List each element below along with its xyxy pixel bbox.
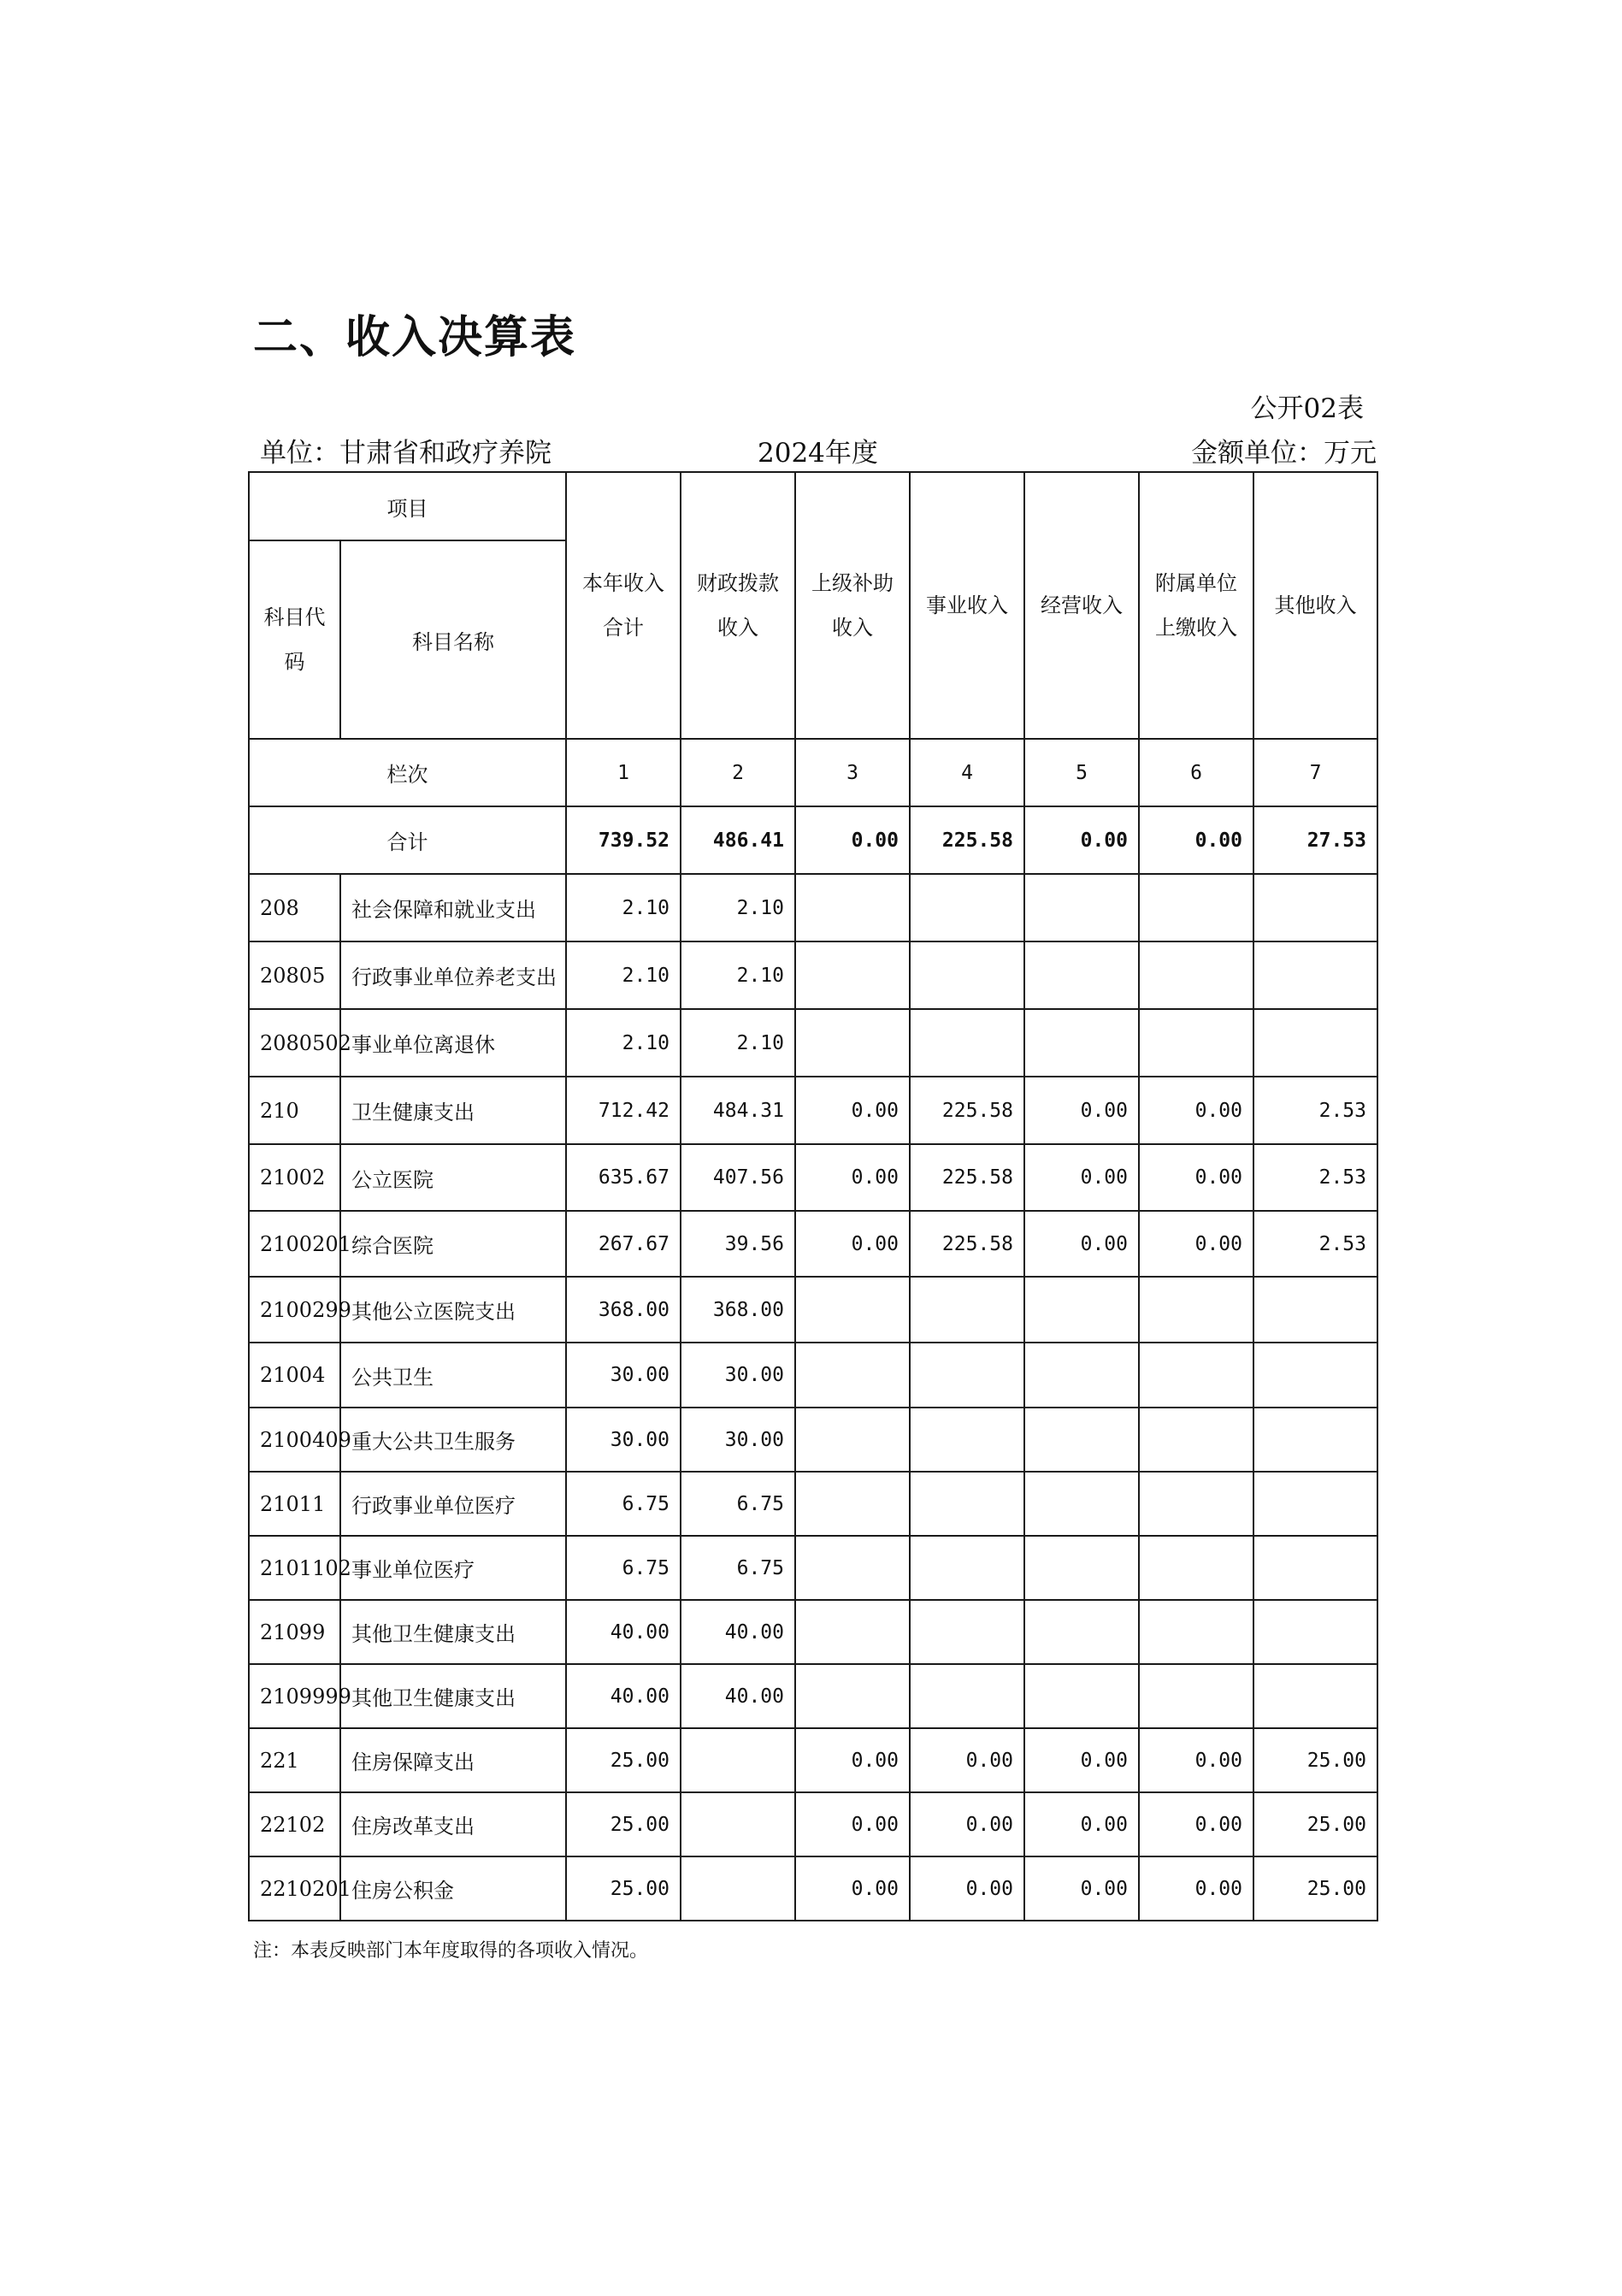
amount-cell: 40.00 [681,1600,795,1664]
header-code: 科目代码 [249,540,340,739]
amount-cell: 25.00 [566,1728,681,1792]
amount-cell [1024,1472,1139,1536]
amount-cell [1139,1277,1253,1343]
header-col-5: 经营收入 [1024,472,1139,739]
amount-cell [681,1792,795,1856]
amount-cell [910,1009,1024,1077]
amount-cell [1139,1343,1253,1408]
header-col-6: 附属单位上缴收入 [1139,472,1253,739]
subject-code: 2100299 [249,1277,340,1343]
header-project: 项目 [249,472,566,540]
amount-cell: 0.00 [795,1144,910,1211]
amount-cell [910,1277,1024,1343]
amount-cell [1024,874,1139,941]
amount-cell [1253,941,1377,1009]
column-index-label: 栏次 [249,739,566,806]
subject-name: 住房改革支出 [340,1792,566,1856]
amount-cell: 225.58 [910,1211,1024,1277]
amount-cell: 368.00 [681,1277,795,1343]
amount-cell [1024,1009,1139,1077]
amount-cell [1024,1343,1139,1408]
amount-cell: 25.00 [566,1856,681,1921]
amount-cell [795,1277,910,1343]
table-row [249,1343,1377,1408]
amount-cell: 2.10 [681,874,795,941]
subject-name: 卫生健康支出 [340,1077,566,1144]
total-value: 0.00 [1139,806,1253,874]
total-value: 486.41 [681,806,795,874]
column-index-row [249,739,1377,806]
column-index-7: 7 [1253,739,1377,806]
amount-cell [1253,1277,1377,1343]
header-col-2: 财政拨款收入 [681,472,795,739]
amount-cell: 0.00 [1024,1792,1139,1856]
amount-cell: 0.00 [910,1856,1024,1921]
subject-code: 21011 [249,1472,340,1536]
table-row [249,1600,1377,1664]
amount-cell: 0.00 [795,1856,910,1921]
amount-cell: 40.00 [681,1664,795,1728]
amount-cell [1253,1009,1377,1077]
total-value: 27.53 [1253,806,1377,874]
header-name: 科目名称 [340,540,566,739]
amount-cell [910,1343,1024,1408]
amount-cell [910,941,1024,1009]
amount-cell: 30.00 [681,1408,795,1472]
subject-code: 2100201 [249,1211,340,1277]
amount-cell [1253,1600,1377,1664]
amount-cell [795,941,910,1009]
amount-cell [1024,941,1139,1009]
subject-name: 综合医院 [340,1211,566,1277]
amount-cell: 6.75 [681,1536,795,1600]
amount-cell: 2.10 [681,941,795,1009]
table-row [249,1144,1377,1211]
amount-cell: 0.00 [795,1792,910,1856]
amount-cell: 25.00 [1253,1728,1377,1792]
table-row [249,1277,1377,1343]
subject-name: 行政事业单位医疗 [340,1472,566,1536]
amount-cell [910,1600,1024,1664]
table-row [249,1009,1377,1077]
amount-cell: 484.31 [681,1077,795,1144]
amount-cell: 2.10 [681,1009,795,1077]
amount-cell: 0.00 [1139,1856,1253,1921]
amount-cell: 2.10 [566,1009,681,1077]
column-index-2: 2 [681,739,795,806]
amount-cell: 267.67 [566,1211,681,1277]
fiscal-year: 2024年度 [758,438,878,469]
table-row [249,1792,1377,1856]
table-row [249,1856,1377,1921]
amount-cell [1139,1600,1253,1664]
amount-cell: 0.00 [795,1728,910,1792]
subject-code: 21002 [249,1144,340,1211]
form-code: 公开02表 [1250,393,1364,424]
subject-name: 事业单位离退休 [340,1009,566,1077]
header-row-top [249,472,1377,540]
page-title: 二、收入决算表 [253,312,577,363]
amount-cell: 225.58 [910,1144,1024,1211]
amount-cell: 0.00 [910,1728,1024,1792]
column-index-1: 1 [566,739,681,806]
subject-name: 其他公立医院支出 [340,1277,566,1343]
amount-cell: 2.53 [1253,1077,1377,1144]
amount-cell [1253,1343,1377,1408]
amount-cell: 0.00 [1024,1728,1139,1792]
amount-cell: 225.58 [910,1077,1024,1144]
amount-cell: 635.67 [566,1144,681,1211]
reporting-unit: 单位：甘肃省和政疗养院 [260,438,551,469]
amount-cell: 40.00 [566,1600,681,1664]
table-row [249,1211,1377,1277]
amount-cell [1139,874,1253,941]
column-index-5: 5 [1024,739,1139,806]
total-label: 合计 [249,806,566,874]
column-index-3: 3 [795,739,910,806]
amount-unit: 金额单位：万元 [1191,438,1377,469]
amount-cell: 0.00 [1024,1144,1139,1211]
amount-cell: 25.00 [566,1792,681,1856]
total-row [249,806,1377,874]
amount-cell: 712.42 [566,1077,681,1144]
amount-cell: 0.00 [1024,1856,1139,1921]
amount-cell [1139,1408,1253,1472]
amount-cell: 40.00 [566,1664,681,1728]
amount-cell: 0.00 [1024,1077,1139,1144]
subject-code: 2210201 [249,1856,340,1921]
amount-cell: 2.53 [1253,1144,1377,1211]
amount-cell: 30.00 [566,1343,681,1408]
amount-cell: 39.56 [681,1211,795,1277]
subject-name: 住房保障支出 [340,1728,566,1792]
table-row [249,1728,1377,1792]
meta-row [260,431,1377,469]
subject-name: 公共卫生 [340,1343,566,1408]
amount-cell [910,874,1024,941]
total-value: 0.00 [1024,806,1139,874]
amount-cell: 30.00 [566,1408,681,1472]
amount-cell [681,1856,795,1921]
amount-cell [795,1343,910,1408]
amount-cell: 6.75 [681,1472,795,1536]
amount-cell [1253,1536,1377,1600]
amount-cell [1024,1536,1139,1600]
amount-cell [795,1600,910,1664]
amount-cell [795,1408,910,1472]
table-row [249,1664,1377,1728]
amount-cell [910,1472,1024,1536]
amount-cell: 0.00 [1024,1211,1139,1277]
amount-cell: 368.00 [566,1277,681,1343]
amount-cell: 2.10 [566,874,681,941]
subject-code: 2100409 [249,1408,340,1472]
header-col-7: 其他收入 [1253,472,1377,739]
subject-name: 事业单位医疗 [340,1536,566,1600]
amount-cell [1253,1472,1377,1536]
amount-cell [910,1664,1024,1728]
amount-cell [1024,1600,1139,1664]
amount-cell [1253,1408,1377,1472]
table-row [249,874,1377,941]
table-note: 注：本表反映部门本年度取得的各项收入情况。 [253,1940,649,1962]
amount-cell [1024,1408,1139,1472]
subject-code: 22102 [249,1792,340,1856]
amount-cell: 407.56 [681,1144,795,1211]
amount-cell [1024,1664,1139,1728]
table-row [249,1077,1377,1144]
amount-cell [1253,1664,1377,1728]
amount-cell: 2.10 [566,941,681,1009]
amount-cell [910,1536,1024,1600]
amount-cell [1139,941,1253,1009]
amount-cell: 6.75 [566,1536,681,1600]
total-value: 0.00 [795,806,910,874]
subject-code: 2101102 [249,1536,340,1600]
subject-code: 208 [249,874,340,941]
subject-name: 公立医院 [340,1144,566,1211]
amount-cell [795,1664,910,1728]
table-row [249,1472,1377,1536]
amount-cell: 0.00 [1139,1144,1253,1211]
amount-cell: 0.00 [1139,1792,1253,1856]
amount-cell [1139,1536,1253,1600]
header-col-1: 本年收入合计 [566,472,681,739]
subject-name: 住房公积金 [340,1856,566,1921]
column-index-6: 6 [1139,739,1253,806]
amount-cell: 25.00 [1253,1856,1377,1921]
table-row [249,941,1377,1009]
amount-cell [910,1408,1024,1472]
subject-code: 210 [249,1077,340,1144]
subject-name: 其他卫生健康支出 [340,1600,566,1664]
table-row [249,1408,1377,1472]
amount-cell: 30.00 [681,1343,795,1408]
amount-cell: 0.00 [910,1792,1024,1856]
amount-cell [1139,1009,1253,1077]
subject-name: 行政事业单位养老支出 [340,941,566,1009]
subject-code: 221 [249,1728,340,1792]
amount-cell [795,1536,910,1600]
table-row [249,1536,1377,1600]
total-value: 225.58 [910,806,1024,874]
amount-cell: 0.00 [795,1211,910,1277]
subject-code: 20805 [249,941,340,1009]
amount-cell: 0.00 [795,1077,910,1144]
income-table [248,471,1378,1921]
amount-cell [1253,874,1377,941]
amount-cell [1139,1472,1253,1536]
header-col-3: 上级补助收入 [795,472,910,739]
amount-cell: 25.00 [1253,1792,1377,1856]
subject-code: 2109999 [249,1664,340,1728]
header-col-4: 事业收入 [910,472,1024,739]
amount-cell: 6.75 [566,1472,681,1536]
column-index-4: 4 [910,739,1024,806]
total-value: 739.52 [566,806,681,874]
amount-cell [1139,1664,1253,1728]
amount-cell: 0.00 [1139,1728,1253,1792]
amount-cell: 0.00 [1139,1077,1253,1144]
subject-code: 2080502 [249,1009,340,1077]
amount-cell [795,874,910,941]
amount-cell [795,1009,910,1077]
amount-cell [1024,1277,1139,1343]
subject-name: 重大公共卫生服务 [340,1408,566,1472]
amount-cell: 0.00 [1139,1211,1253,1277]
subject-name: 其他卫生健康支出 [340,1664,566,1728]
subject-name: 社会保障和就业支出 [340,874,566,941]
subject-code: 21004 [249,1343,340,1408]
amount-cell: 2.53 [1253,1211,1377,1277]
amount-cell [795,1472,910,1536]
amount-cell [681,1728,795,1792]
subject-code: 21099 [249,1600,340,1664]
